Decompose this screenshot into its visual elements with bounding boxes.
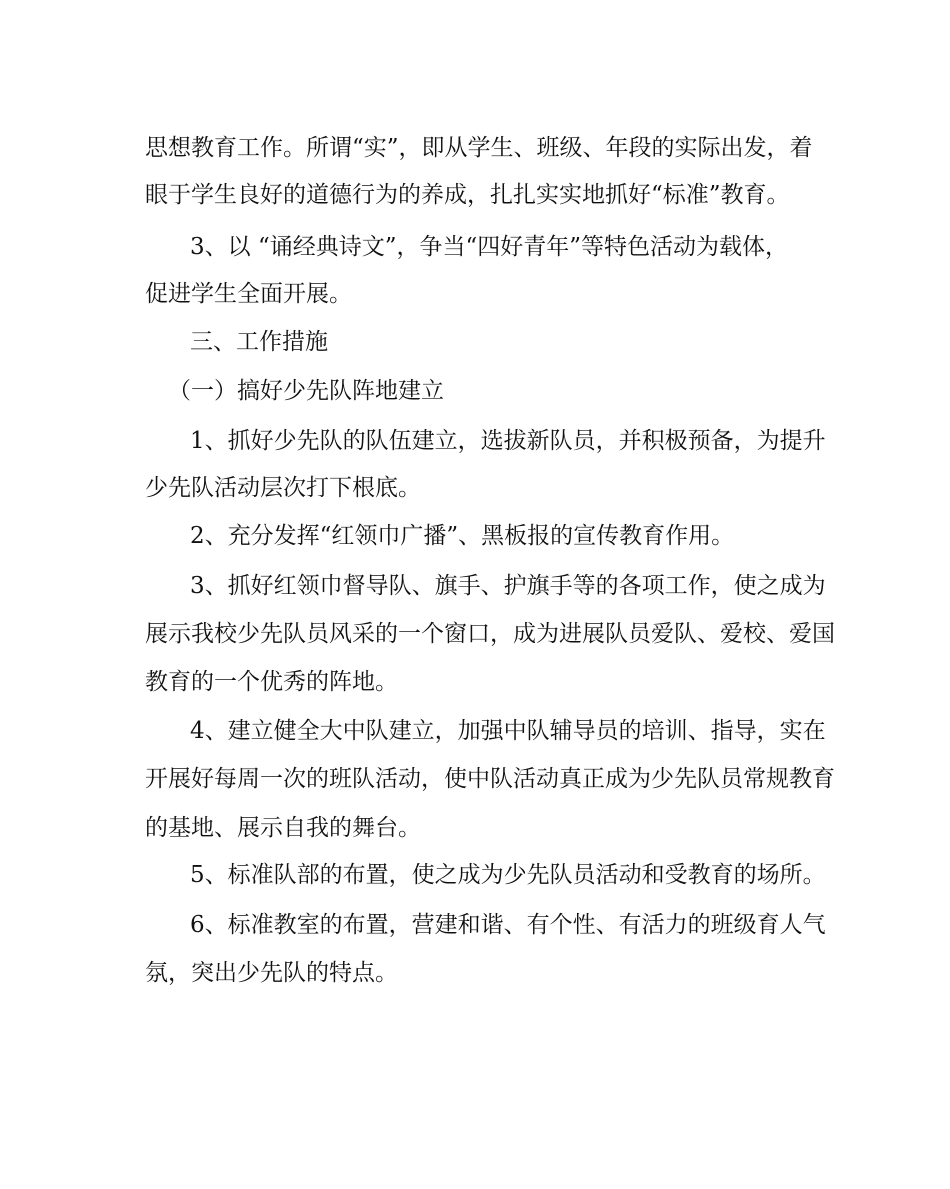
text-line: 氛，突出少先队的特点。	[145, 960, 398, 986]
subsection-heading: （一）搞好少先队阵地建立	[168, 378, 444, 404]
section-heading: 三、工作措施	[190, 329, 328, 355]
text-line: 少先队活动层次打下根底。	[145, 475, 421, 501]
text-line: 眼于学生良好的道德行为的养成，扎扎实实地抓好“标准”教育。	[145, 182, 790, 208]
text-line: 1、抓好少先队的队伍建立，选拔新队员，并积极预备，为提升	[190, 428, 826, 454]
text-line: 3、抓好红领巾督导队、旗手、护旗手等的各项工作，使之成为	[190, 573, 826, 599]
text-line: 4、建立健全大中队建立，加强中队辅导员的培训、指导，实在	[190, 718, 826, 744]
text-line: 促进学生全面开展。	[145, 281, 352, 307]
text-line: 2、充分发挥“红领巾广播”、黑板报的宣传教育作用。	[190, 523, 735, 549]
text-line: 开展好每周一次的班队活动，使中队活动真正成为少先队员常规教育	[145, 766, 835, 792]
text-line: 思想教育工作。所谓“实”，即从学生、班级、年段的实际出发，着	[145, 135, 813, 161]
text-line: 3、以 “诵经典诗文”，争当“四好青年”等特色活动为载体，	[190, 234, 788, 260]
text-line: 教育的一个优秀的阵地。	[145, 669, 398, 695]
text-line: 6、标准教室的布置，营建和谐、有个性、有活力的班级育人气	[190, 912, 826, 938]
text-line: 展示我校少先队员风采的一个窗口，成为进展队员爱队、爱校、爱国	[145, 621, 835, 647]
text-line: 5、标准队部的布置，使之成为少先队员活动和受教育的场所。	[190, 862, 826, 888]
text-line: 的基地、展示自我的舞台。	[145, 815, 421, 841]
